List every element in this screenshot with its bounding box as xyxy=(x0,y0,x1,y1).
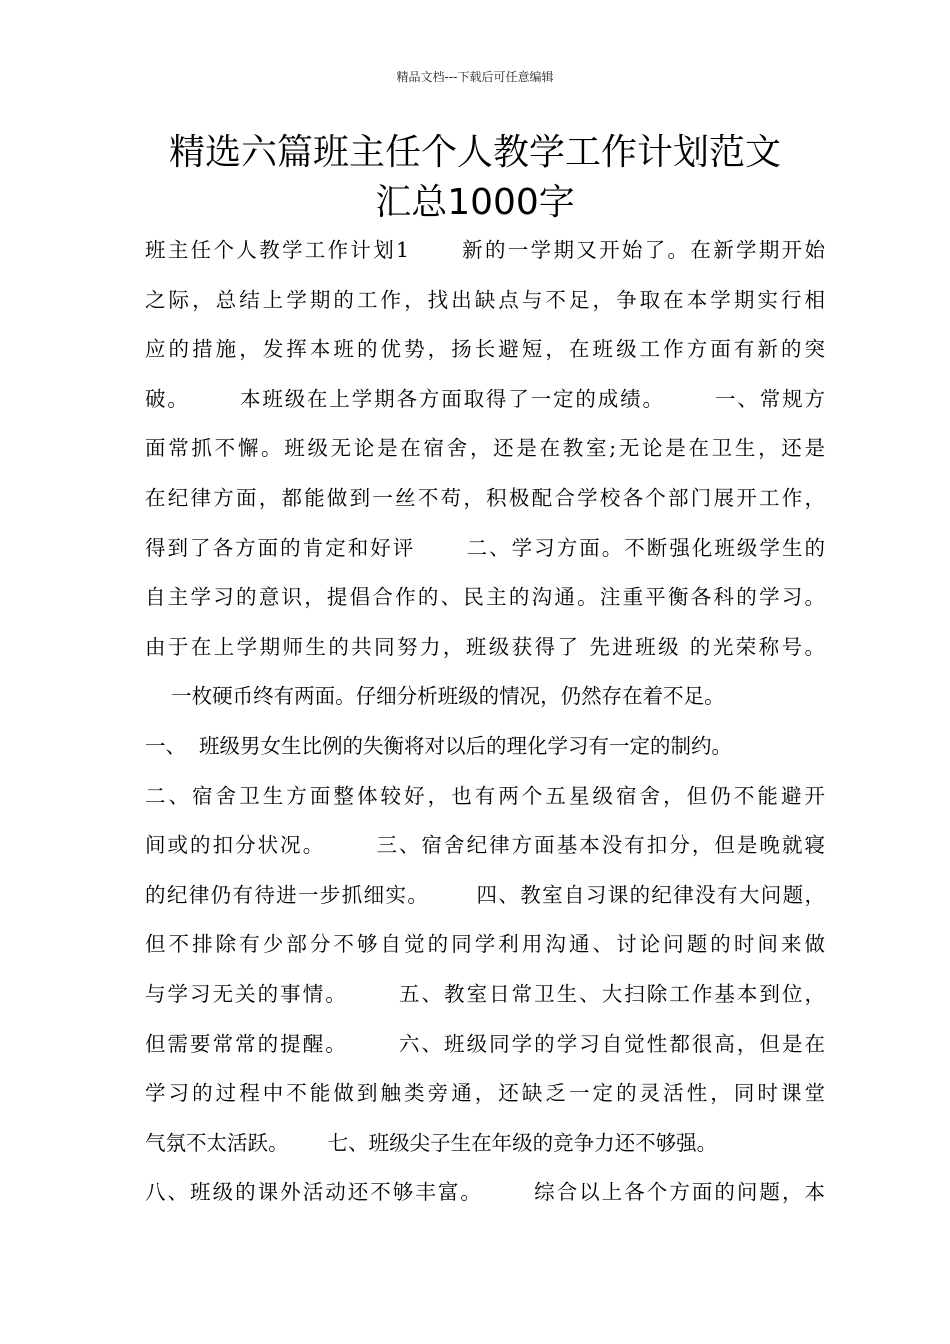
body-line: 二、宿舍卫生方面整体较好，也有两个五星级宿舍，但仍不能避开 xyxy=(145,783,825,808)
body-line: 破。 本班级在上学期各方面取得了一定的成绩。 一、常规方 xyxy=(145,386,825,411)
body-line: 与学习无关的事情。 五、教室日常卫生、大扫除工作基本到位， xyxy=(145,981,825,1006)
body-line: 应的措施，发挥本班的优势，扬长避短，在班级工作方面有新的突 xyxy=(145,337,825,362)
body-line: 面常抓不懈。班级无论是在宿舍，还是在教室;无论是在卫生，还是 xyxy=(145,436,825,461)
body-line: 气氛不太活跃。 七、班级尖子生在年级的竞争力还不够强。 xyxy=(145,1130,718,1155)
document-title xyxy=(120,128,830,228)
body-line: 一枚硬币终有两面。仔细分析班级的情况，仍然存在着不足。 xyxy=(145,684,725,709)
body-text xyxy=(145,226,825,1218)
body-line: 在纪律方面，都能做到一丝不苟，积极配合学校各个部门展开工作， xyxy=(145,485,825,510)
body-line: 但需要常常的提醒。 六、班级同学的学习自觉性都很高，但是在 xyxy=(145,1031,825,1056)
body-line: 但不排除有少部分不够自觉的同学利用沟通、讨论问题的时间来做 xyxy=(145,932,825,957)
header-note: 精品文档---下载后可任意编辑 xyxy=(396,70,554,84)
body-line: 自主学习的意识，提倡合作的、民主的沟通。注重平衡各科的学习。 xyxy=(145,585,825,610)
body-line: 班主任个人教学工作计划1 新的一学期又开始了。在新学期开始 xyxy=(145,238,825,262)
body-line: 学习的过程中不能做到触类旁通，还缺乏一定的灵活性，同时课堂 xyxy=(145,1081,825,1106)
body-line: 八、班级的课外活动还不够丰富。 综合以上各个方面的问题，本 xyxy=(145,1180,825,1205)
body-line: 的纪律仍有待进一步抓细实。 四、教室自习课的纪律没有大问题， xyxy=(145,882,825,907)
title-line-2: 汇总1000字 xyxy=(375,182,575,223)
body-line: 之际，总结上学期的工作，找出缺点与不足，争取在本学期实行相 xyxy=(145,287,825,312)
body-line: 一、 班级男女生比例的失衡将对以后的理化学习有一定的制约。 xyxy=(145,733,733,758)
body-line: 由于在上学期师生的共同努力，班级获得了 先进班级 的光荣称号。 xyxy=(145,634,825,659)
body-line: 间或的扣分状况。 三、宿舍纪律方面基本没有扣分，但是晚就寝 xyxy=(145,833,825,858)
body-line: 得到了各方面的肯定和好评 二、学习方面。不断强化班级学生的 xyxy=(145,535,825,560)
title-line-1: 精选六篇班主任个人教学工作计划范文 xyxy=(168,132,781,173)
